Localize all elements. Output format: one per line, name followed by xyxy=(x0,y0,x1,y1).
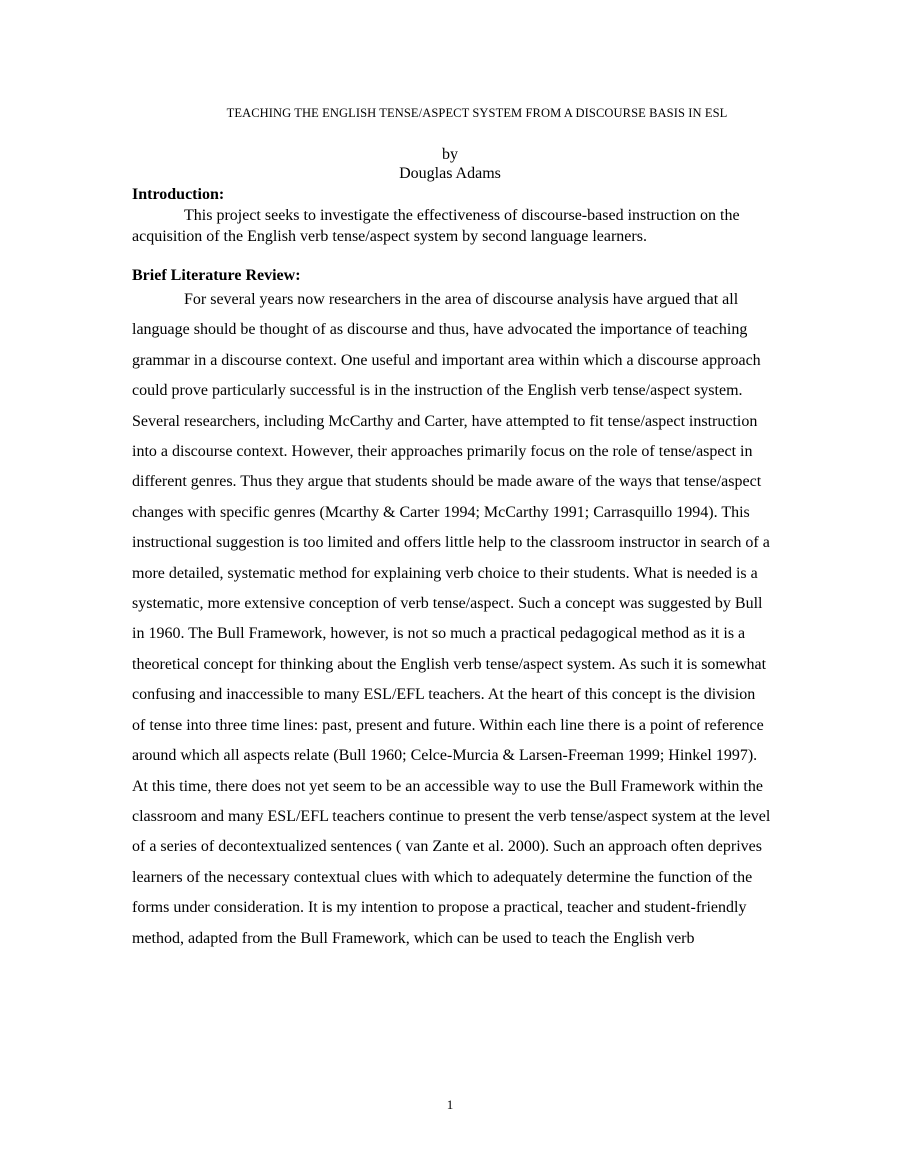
literature-review-paragraph: For several years now researchers in the area of discourse analysis have argued that all language should be thought of as discourse and thus, have advocated the importance of teaching grammar in a discourse context. One useful and important area within which a discourse approach could prove particularly successful is in the instruction of the English verb tense/aspect system. Several researchers, including McCarthy and Carter, have attempted to fit tense/aspect instruction into a discourse context. However, their approaches primarily focus on the role of tense/aspect in different genres. Thus they argue that students should be made aware of the ways that tense/aspect changes with specific genres (Mcarthy & Carter 1994; McCarthy 1991; Carrasquillo 1994). This instructional suggestion is too limited and offers little help to the classroom instructor in search of a more detailed, systematic method for explaining verb choice to their students. What is needed is a systematic, more extensive conception of verb tense/aspect. Such a concept was suggested by Bull in 1960. The Bull Framework, however, is not so much a practical pedagogical method as it is a theoretical concept for thinking about the English verb tense/aspect system. As such it is somewhat confusing and inaccessible to many ESL/EFL teachers. At the heart of this concept is the division of tense into three time lines: past, present and future. Within each line there is a point of reference around which all aspects relate (Bull 1960; Celce-Murcia & Larsen-Freeman 1999; Hinkel 1997). At this time, there does not yet seem to be an accessible way to use the Bull Framework within the classroom and many ESL/EFL teachers continue to present the verb tense/aspect system at the level of a series of decontextualized sentences ( van Zante et al. 2000). Such an approach often deprives learners of the necessary contextual clues with which to adequately determine the function of the forms under consideration. It is my intention to propose a practical, teacher and student-friendly method, adapted from the Bull Framework, which can be used to teach the English verb xyxy=(132,291,771,947)
introduction-heading: Introduction: xyxy=(132,186,225,203)
page-number: 1 xyxy=(446,1097,454,1112)
literature-review-heading: Brief Literature Review: xyxy=(132,267,301,284)
byline: by xyxy=(442,146,458,163)
introduction-paragraph: This project seeks to investigate the effectiveness of discourse-based instruction on the acquisition of the English verb tense/aspect system by second language learners. xyxy=(132,207,740,245)
document-title: TEACHING THE ENGLISH TENSE/ASPECT SYSTEM FROM A DISCOURSE BASIS IN ESL xyxy=(226,106,728,120)
author-name: Douglas Adams xyxy=(399,165,501,182)
